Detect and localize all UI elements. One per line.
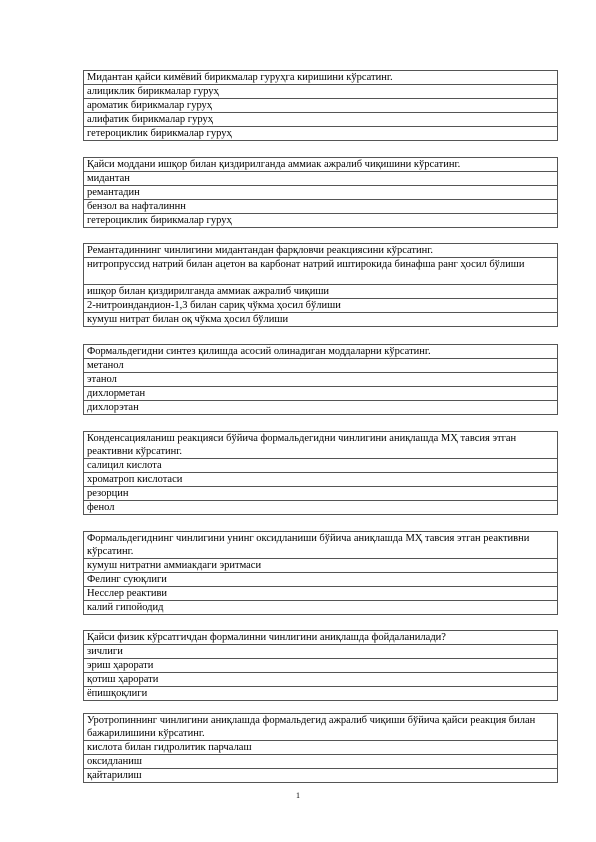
option-row [84, 769, 558, 783]
question-text: Ремантадиннинг чинлигини мидантандан фарқловчи реакциясини кўрсатинг. [84, 244, 558, 258]
question-row [84, 71, 558, 85]
option-row [84, 659, 558, 673]
option-row [84, 359, 558, 373]
question-table [83, 344, 558, 415]
option-row [84, 85, 558, 99]
option-text: зичлиги [84, 645, 558, 659]
question-text: Уротропиннинг чинлигини аниқлашда формальдегид ажралиб чиқиши бўйича қайси реакция билан бажарилишини кўрсатинг. [84, 714, 558, 741]
option-row [84, 299, 558, 313]
question-row [84, 244, 558, 258]
option-row [84, 741, 558, 755]
option-row [84, 214, 558, 228]
question-text: Қайси моддани ишқор билан қиздирилганда аммиак ажралиб чиқишини кўрсатинг. [84, 158, 558, 172]
option-row [84, 401, 558, 415]
option-row [84, 99, 558, 113]
option-text: бензол ва нафталиннн [84, 200, 558, 214]
option-row [84, 587, 558, 601]
option-text: салицил кислота [84, 459, 558, 473]
option-text: мидантан [84, 172, 558, 186]
option-row [84, 501, 558, 515]
question-row [84, 158, 558, 172]
option-row [84, 313, 558, 327]
option-text: кислота билан гидролитик парчалаш [84, 741, 558, 755]
option-row [84, 755, 558, 769]
question-table [83, 431, 558, 515]
option-text: Фелинг суюқлиги [84, 573, 558, 587]
option-row [84, 473, 558, 487]
question-table [83, 630, 558, 701]
option-text: қайтарилиш [84, 769, 558, 783]
option-row [84, 673, 558, 687]
option-row [84, 387, 558, 401]
question-text: Қайси физик кўрсатгичдан формалинни чинлигини аниқлашда фойдаланилади? [84, 631, 558, 645]
question-row [84, 432, 558, 459]
option-row [84, 573, 558, 587]
option-text: алифатик бирикмалар гуруҳ [84, 113, 558, 127]
option-row [84, 601, 558, 615]
question-table [83, 70, 558, 141]
option-text: дихлорметан [84, 387, 558, 401]
option-text: нитропруссид натрий билан ацетон ва карбонат натрий иштирокида бинафша ранг ҳосил бўлиши [84, 258, 558, 285]
question-text: Конденсацияланиш реакцияси бўйича формальдегидни чинлигини аниқлашда МҲ тавсия этган реактивни кўрсатинг. [84, 432, 558, 459]
option-row [84, 258, 558, 285]
option-row [84, 687, 558, 701]
question-row [84, 345, 558, 359]
option-row [84, 127, 558, 141]
question-table [83, 157, 558, 228]
question-table [83, 531, 558, 615]
option-text: ремантадин [84, 186, 558, 200]
question-row [84, 532, 558, 559]
option-text: эриш ҳарорати [84, 659, 558, 673]
option-row [84, 285, 558, 299]
option-text: фенол [84, 501, 558, 515]
option-row [84, 487, 558, 501]
option-row [84, 113, 558, 127]
question-row [84, 714, 558, 741]
option-text: гетероциклик бирикмалар гуруҳ [84, 214, 558, 228]
question-table [83, 713, 558, 783]
option-text: метанол [84, 359, 558, 373]
option-text: ароматик бирикмалар гуруҳ [84, 99, 558, 113]
question-table [83, 243, 558, 327]
option-text: ёпишқоқлиги [84, 687, 558, 701]
option-text: кумуш нитратни аммиакдаги эритмаси [84, 559, 558, 573]
question-text: Формальдегидни синтез қилишда асосий олинадиган моддаларни кўрсатинг. [84, 345, 558, 359]
question-text: Формальдегиднинг чинлигини унинг оксидланиши бўйича аниқлашда МҲ тавсия этган реактивни кўрсатинг. [84, 532, 558, 559]
option-row [84, 559, 558, 573]
option-text: дихлорэтан [84, 401, 558, 415]
option-row [84, 645, 558, 659]
option-text: этанол [84, 373, 558, 387]
option-text: қотиш ҳарорати [84, 673, 558, 687]
question-text: Мидантан қайси кимёвий бирикмалар гуруҳга киришини кўрсатинг. [84, 71, 558, 85]
option-text: 2-нитроиндандион-1,3 билан сариқ чўкма ҳосил бўлиши [84, 299, 558, 313]
option-text: Несслер реактиви [84, 587, 558, 601]
option-row [84, 172, 558, 186]
option-text: резорцин [84, 487, 558, 501]
option-text: оксидланиш [84, 755, 558, 769]
option-text: хроматроп кислотаси [84, 473, 558, 487]
option-text: калий гипойодид [84, 601, 558, 615]
option-row [84, 373, 558, 387]
option-row [84, 459, 558, 473]
option-row [84, 200, 558, 214]
option-text: кумуш нитрат билан оқ чўкма ҳосил бўлиши [84, 313, 558, 327]
question-row [84, 631, 558, 645]
option-text: гетероциклик бирикмалар гуруҳ [84, 127, 558, 141]
option-row [84, 186, 558, 200]
option-text: ишқор билан қиздирилганда аммиак ажралиб чиқиши [84, 285, 558, 299]
page-number: 1 [296, 791, 300, 800]
option-text: алициклик бирикмалар гуруҳ [84, 85, 558, 99]
